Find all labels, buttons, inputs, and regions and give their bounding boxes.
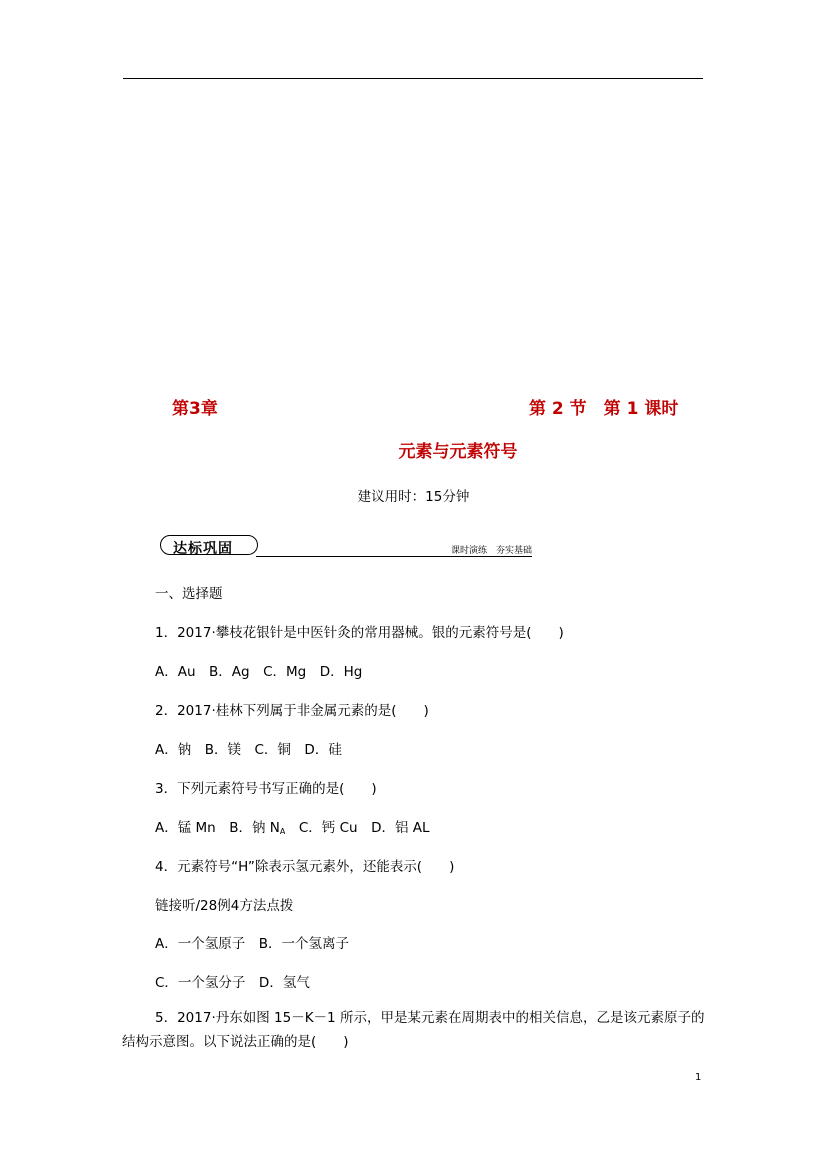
question-4-link: 链接听/28例4方法点拨 xyxy=(155,898,294,914)
banner-subtitle: 课时演练 夯实基础 xyxy=(450,546,532,556)
header-rule xyxy=(123,78,703,79)
question-1-stem: 1．2017·攀枝花银针是中医针灸的常用器械。银的元素符号是( ) xyxy=(155,625,564,641)
section-banner xyxy=(160,534,532,560)
banner-underline xyxy=(256,556,532,557)
question-5-stem: 5．2017·丹东如图 15－K－1 所示，甲是某元素在周期表中的相关信息，乙是该元素原子的结构示意图。以下说法正确的是( ) xyxy=(122,1010,705,1050)
question-2-options: A．钠 B．镁 C．铜 D．硅 xyxy=(155,742,342,758)
suggested-time: 建议用时：15分钟 xyxy=(357,489,470,505)
question-4-stem: 4．元素符号“H”除表示氢元素外，还能表示( ) xyxy=(155,859,455,875)
q3-option-b-subscript: A xyxy=(279,827,286,836)
section-label: 第 2 节 第 1 课时 xyxy=(529,399,679,419)
section-heading: 一、选择题 xyxy=(155,586,223,602)
question-3-options xyxy=(155,816,430,836)
question-1-options: A．Au B．Ag C．Mg D．Hg xyxy=(155,664,363,680)
q3-option-ab: A．锰 Mn B．钠 N xyxy=(155,820,280,836)
q3-option-cd: C．钙 Cu D．铝 AL xyxy=(285,820,430,836)
question-4-options-cd: C．一个氢分子 D．氢气 xyxy=(155,975,310,991)
question-3-stem: 3．下列元素符号书写正确的是( ) xyxy=(155,781,377,797)
chapter-label: 第3章 xyxy=(172,399,218,419)
banner-pill xyxy=(160,535,258,555)
question-4-options-ab: A．一个氢原子 B．一个氢离子 xyxy=(155,936,349,952)
question-2-stem: 2．2017·桂林下列属于非金属元素的是( ) xyxy=(155,703,429,719)
page-number: 1 xyxy=(695,1072,702,1083)
banner-label: 达标巩固 xyxy=(173,541,233,557)
lesson-title: 元素与元素符号 xyxy=(398,442,518,462)
